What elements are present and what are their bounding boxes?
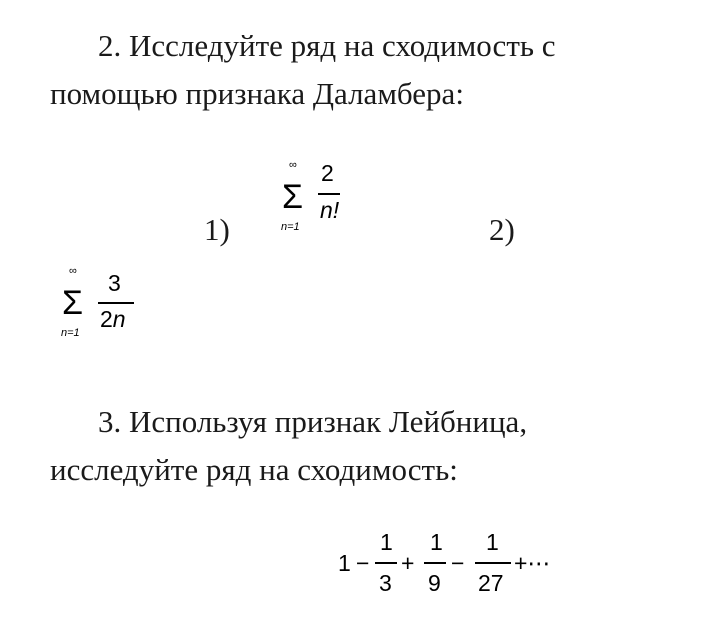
series-2-fraction-bar <box>98 302 134 304</box>
series-1-lower-limit: n=1 <box>281 221 300 233</box>
term-2-fraction-bar <box>424 562 446 564</box>
task-3-line-1: 3. Используя признак Лейбница, <box>98 404 528 439</box>
series-2-numerator: 3 <box>108 270 121 296</box>
series-2-sigma: Σ <box>62 284 84 322</box>
series-tail: +⋯ <box>514 550 551 576</box>
task-3-line-2: исследуйте ряд на сходимость: <box>50 452 458 487</box>
item-2-label: 2) <box>489 212 515 247</box>
term-1-denominator: 3 <box>379 570 392 596</box>
term-2-denominator: 9 <box>428 570 441 596</box>
item-1-label: 1) <box>204 212 230 247</box>
task-2-line-2: помощью признака Даламбера: <box>50 76 464 111</box>
term-3-denominator: 27 <box>478 570 504 596</box>
series-sign-3: − <box>451 550 465 576</box>
series-2-denominator-var: n <box>112 306 126 332</box>
series-2-denominator-coef: 2 <box>100 306 113 332</box>
series-sign-2: + <box>401 550 415 576</box>
series-1-denominator: n! <box>320 197 340 223</box>
task-2-line-1: 2. Исследуйте ряд на сходимость с <box>98 28 556 63</box>
series-2-upper-limit: ∞ <box>69 265 77 277</box>
term-1-numerator: 1 <box>380 529 393 555</box>
term-1-fraction-bar <box>375 562 397 564</box>
series-1-upper-limit: ∞ <box>289 159 297 171</box>
term-2-numerator: 1 <box>430 529 443 555</box>
term-3-fraction-bar <box>475 562 511 564</box>
series-2-lower-limit: n=1 <box>61 327 80 339</box>
series-sign-1: − <box>356 550 370 576</box>
term-3-numerator: 1 <box>486 529 499 555</box>
series-1-fraction-bar <box>318 193 340 195</box>
series-1-numerator: 2 <box>321 160 334 186</box>
series-1-sigma: Σ <box>282 178 304 216</box>
series-2-denominator <box>100 308 126 331</box>
series-first-term: 1 <box>338 550 351 576</box>
